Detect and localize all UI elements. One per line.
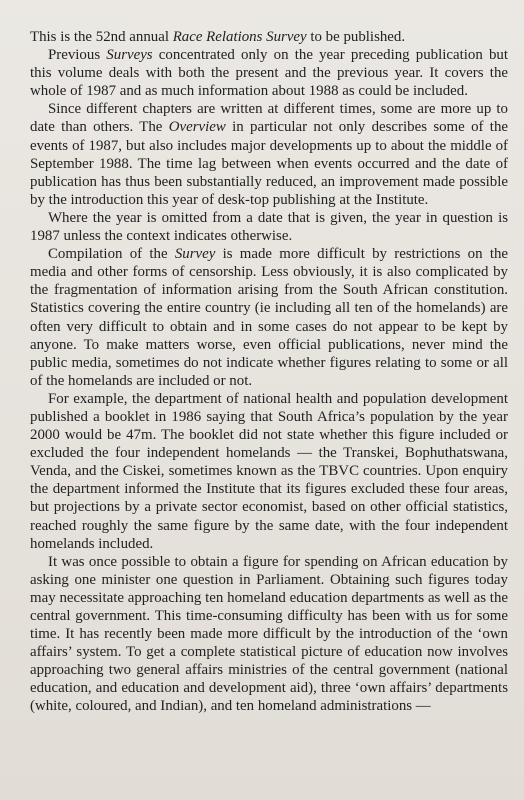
paragraph: Where the year is omitted from a date that is given, the year in question is 1987 unless the context indicates otherwise. — [30, 209, 508, 245]
paragraph: Compilation of the Survey is made more difficult by restrictions on the media and other forms of censorship. Less obviously, it is also complicated by the fragmentation of information arising from the South African constitution. Statistics covering the entire country (ie including all ten of the homelands) are often very difficult to obtain and in some cases do not appear to be kept by anyone. To make matters worse, even official publications, never mind the public media, sometimes do not indicate whether figures relating to some or all of the homelands are included or not. — [30, 246, 509, 389]
paragraph: Previous Surveys concentrated only on the year preceding publication but this volume deals with both the present and the previous year. It covers the whole of 1987 and as much information about 1988 as could be included. — [30, 47, 508, 100]
paragraph: Since different chapters are written at different times, some are more up to date than others. The Overview in particular not only describes some of the events of 1987, but also includes major developments up to about the middle of September 1988. The time lag between when events occurred and the date of publication has thus been substantially reduced, an improvement made possible by the introduction this year of desk-top publishing at the Institute. — [30, 101, 508, 208]
paragraph: It was once possible to obtain a figure for spending on African education by asking one minister one question in Parliament. Obtaining such figures today may necessitate approaching ten homeland education departments as well as the central government. This time-consuming difficulty has been with us for some time. It has recently been made more difficult by the introduction of the ‘own affairs’ system. To get a complete statistical picture of education now involves approaching two general affairs ministries of the central government (national education, and education and development aid), three ‘own affairs’ departments (white, coloured, and Indian), and ten homeland administrations — — [30, 553, 508, 715]
paragraph: This is the 52nd annual Race Relations Survey to be published. — [30, 29, 406, 45]
body-text — [30, 28, 508, 716]
paragraph: For example, the department of national health and population development published a booklet in 1986 saying that South Africa’s population by the year 2000 would be 47m. The booklet did not state whether this figure included or excluded the four independent homelands — the Transkei, Bophuthatswana, Venda, and the Ciskei, sometimes known as the TBVC countries. Upon enquiry the department informed the Institute that its figures excluded these four areas, but projections by a private sector economist, based on other official statistics, reached roughly the same figure by the same date, with the four independent homelands included. — [30, 390, 508, 552]
